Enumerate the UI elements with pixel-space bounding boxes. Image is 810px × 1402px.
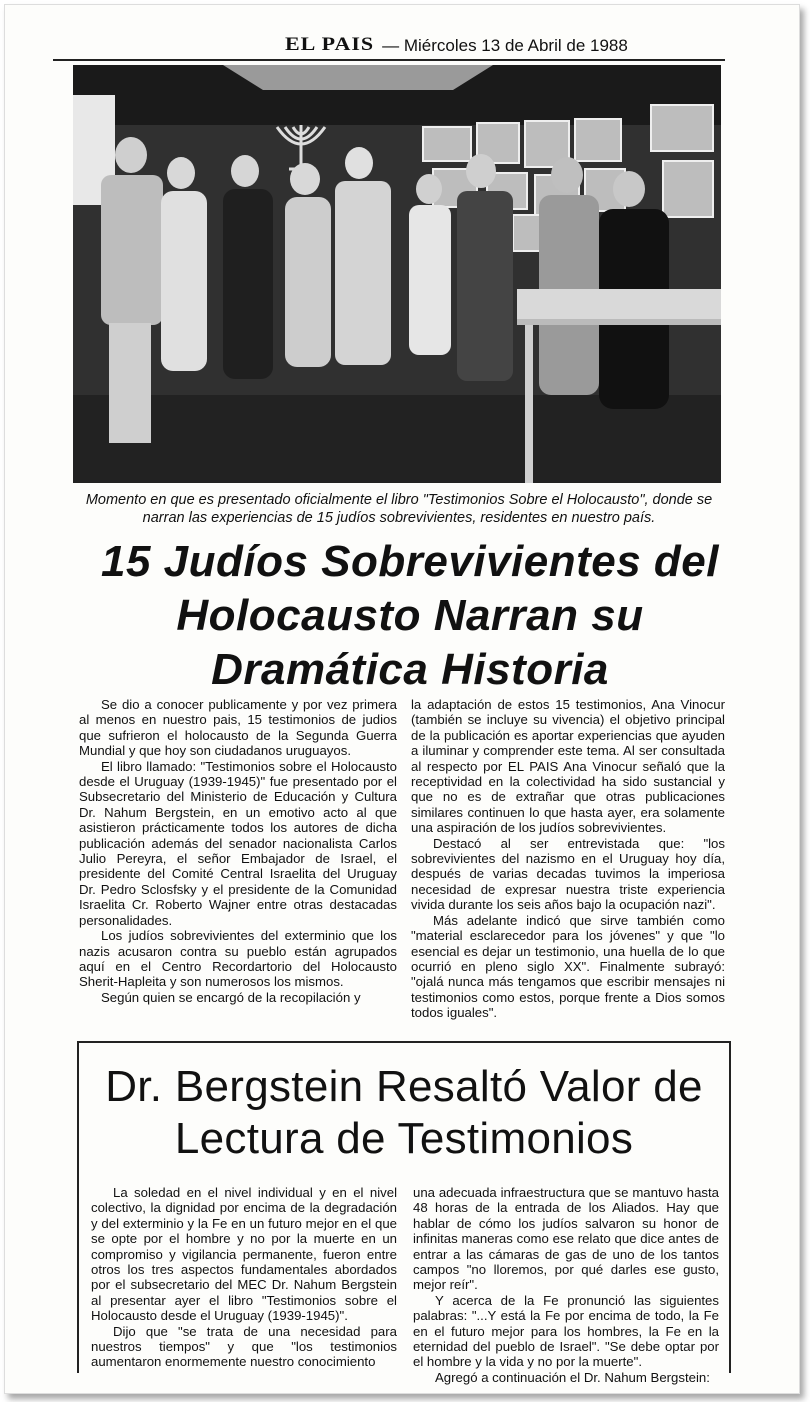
paragraph: La soledad en el nivel individual y en el nivel colectivo, la dignidad por encima de la degradación y del exterminio y la Fe en un futuro mejor en el que se opte por el hombre y no por la muerte en un compromiso y vigilancia permanente, fueron entre otros los tres aspectos fundamentales abordados por el subsecretario del MEC Dr. Nahum Bergstein al presentar ayer el libro "Testimonios sobre el Holocausto desde el Uruguay (1939-1945)". (91, 1185, 397, 1324)
paragraph: El libro llamado: "Testimonios sobre el Holocausto desde el Uruguay (1939-1945)" fue presentado por el Subsecretario del Ministerio de Educación y Cultura Dr. Nahum Bergstein, en un emotivo acto al que asistieron prácticamente todos los autores de dicha publicación además del senador nacionalista Carlos Julio Pereyra, el señor Embajador de Israel, el presidente del Comité Central Israelita del Uruguay Dr. Pedro Sclosfsky y el presidente de la Comunidad Israelita Cr. Roberto Wajner entre otras destacadas personalidades. (79, 758, 397, 928)
paragraph: Y acerca de la Fe pronunció las siguientes palabras: "...Y está la Fe por encima de todo, la Fe en el futuro mejor para los hombres, la Fe en la eternidad del pueblo de Israel". "Se debe optar por el hombre y la vida y no por la muerte". (413, 1292, 719, 1370)
article2-column-1 (91, 1185, 397, 1370)
photo-caption: Momento en que es presentado oficialmente el libro "Testimonios Sobre el Holocausto", donde se narran las experiencias de 15 judíos sobrevivientes, residentes en nuestro país. (85, 492, 713, 526)
paragraph: Más adelante indicó que sirve también como "material esclarecedor para los jóvenes" y que "lo esencial es dejar un testimonio, una huella de lo que ocurrió en pleno siglo XX". Finalmente subrayó: "ojalá nunca más tengamos que escribir mensajes ni testimonios como estos, porque frente a Dios somos todos iguales". (411, 912, 725, 1021)
photo-illustration (73, 65, 721, 483)
article2-headline: Dr. Bergstein Resaltó Valor de Lectura de Testimonios (105, 1062, 703, 1163)
paragraph: Se dio a conocer publicamente y por vez primera al menos en nuestro pais, 15 testimonios de judios que sufrieron el holocausto de la Segunda Guerra Mundial y que hoy son ciudadanos uruguayos. (79, 697, 397, 759)
article1-column-2 (411, 697, 725, 1021)
paragraph: una adecuada infraestructura que se mantuvo hasta 48 horas de la entrada de los Aliados. Hay que hablar de cómo los judíos salvaron su honor de infinitas maneras como ese relato que dice antes de entrar a las cámaras de gas de uno de los tantos campos "no lloremos, por qué darles ese gusto, mejor reír". (413, 1185, 719, 1293)
paragraph: Los judíos sobrevivientes del exterminio que los nazis acusaron contra su pueblo están agrupados aquí en el Centro Recordartorio del Holocausto Sherit-Hapleita y son numerosos los mismos. (79, 928, 397, 990)
article2-column-2 (413, 1185, 719, 1385)
publication-date: — Miércoles 13 de Abril de 1988 (382, 36, 628, 55)
event-photo (73, 65, 721, 483)
sidebar-article-box (77, 1041, 731, 1385)
paragraph: Dijo que "se trata de una necesidad para nuestros tiempos" y que "los testimonios aumentaron enormemente nuestro conocimiento (91, 1323, 397, 1370)
paragraph: la adaptación de estos 15 testimonios, Ana Vinocur (también se incluye su vivencia) el objetivo principal de la publicación es aportar experiencias que ayuden a iluminar y comprender este tema. Al ser consultada al respecto por EL PAIS Ana Vinocur señaló que la receptividad en la colectividad ha sido sustancial y que no es de extrañar que otras publicaciones similares continuen lo que hasta ayer, era solamente una aspiración de los judíos sobrevivientes. (411, 697, 725, 836)
newspaper-clipping (4, 4, 800, 1394)
paragraph: Destacó al ser entrevistada que: "los sobrevivientes del nazismo en el Uruguay hoy día, después de varias decadas tuvimos la imperiosa necesidad de expresar nuestra triste experiencia vivida durante los seis años bajo la ocupación nazi". (411, 835, 725, 913)
article1-column-1 (79, 697, 397, 1005)
masthead-rule (53, 59, 725, 61)
paragraph: Agregó a continuación el Dr. Nahum Bergstein: (435, 1369, 710, 1385)
masthead (285, 31, 725, 57)
paragraph: Según quien se encargó de la recopilación y (101, 989, 361, 1005)
article1-headline: 15 Judíos Sobrevivientes del Holocausto Narran su Dramática Historia (100, 537, 719, 694)
newspaper-logo: EL PAIS (285, 32, 375, 55)
